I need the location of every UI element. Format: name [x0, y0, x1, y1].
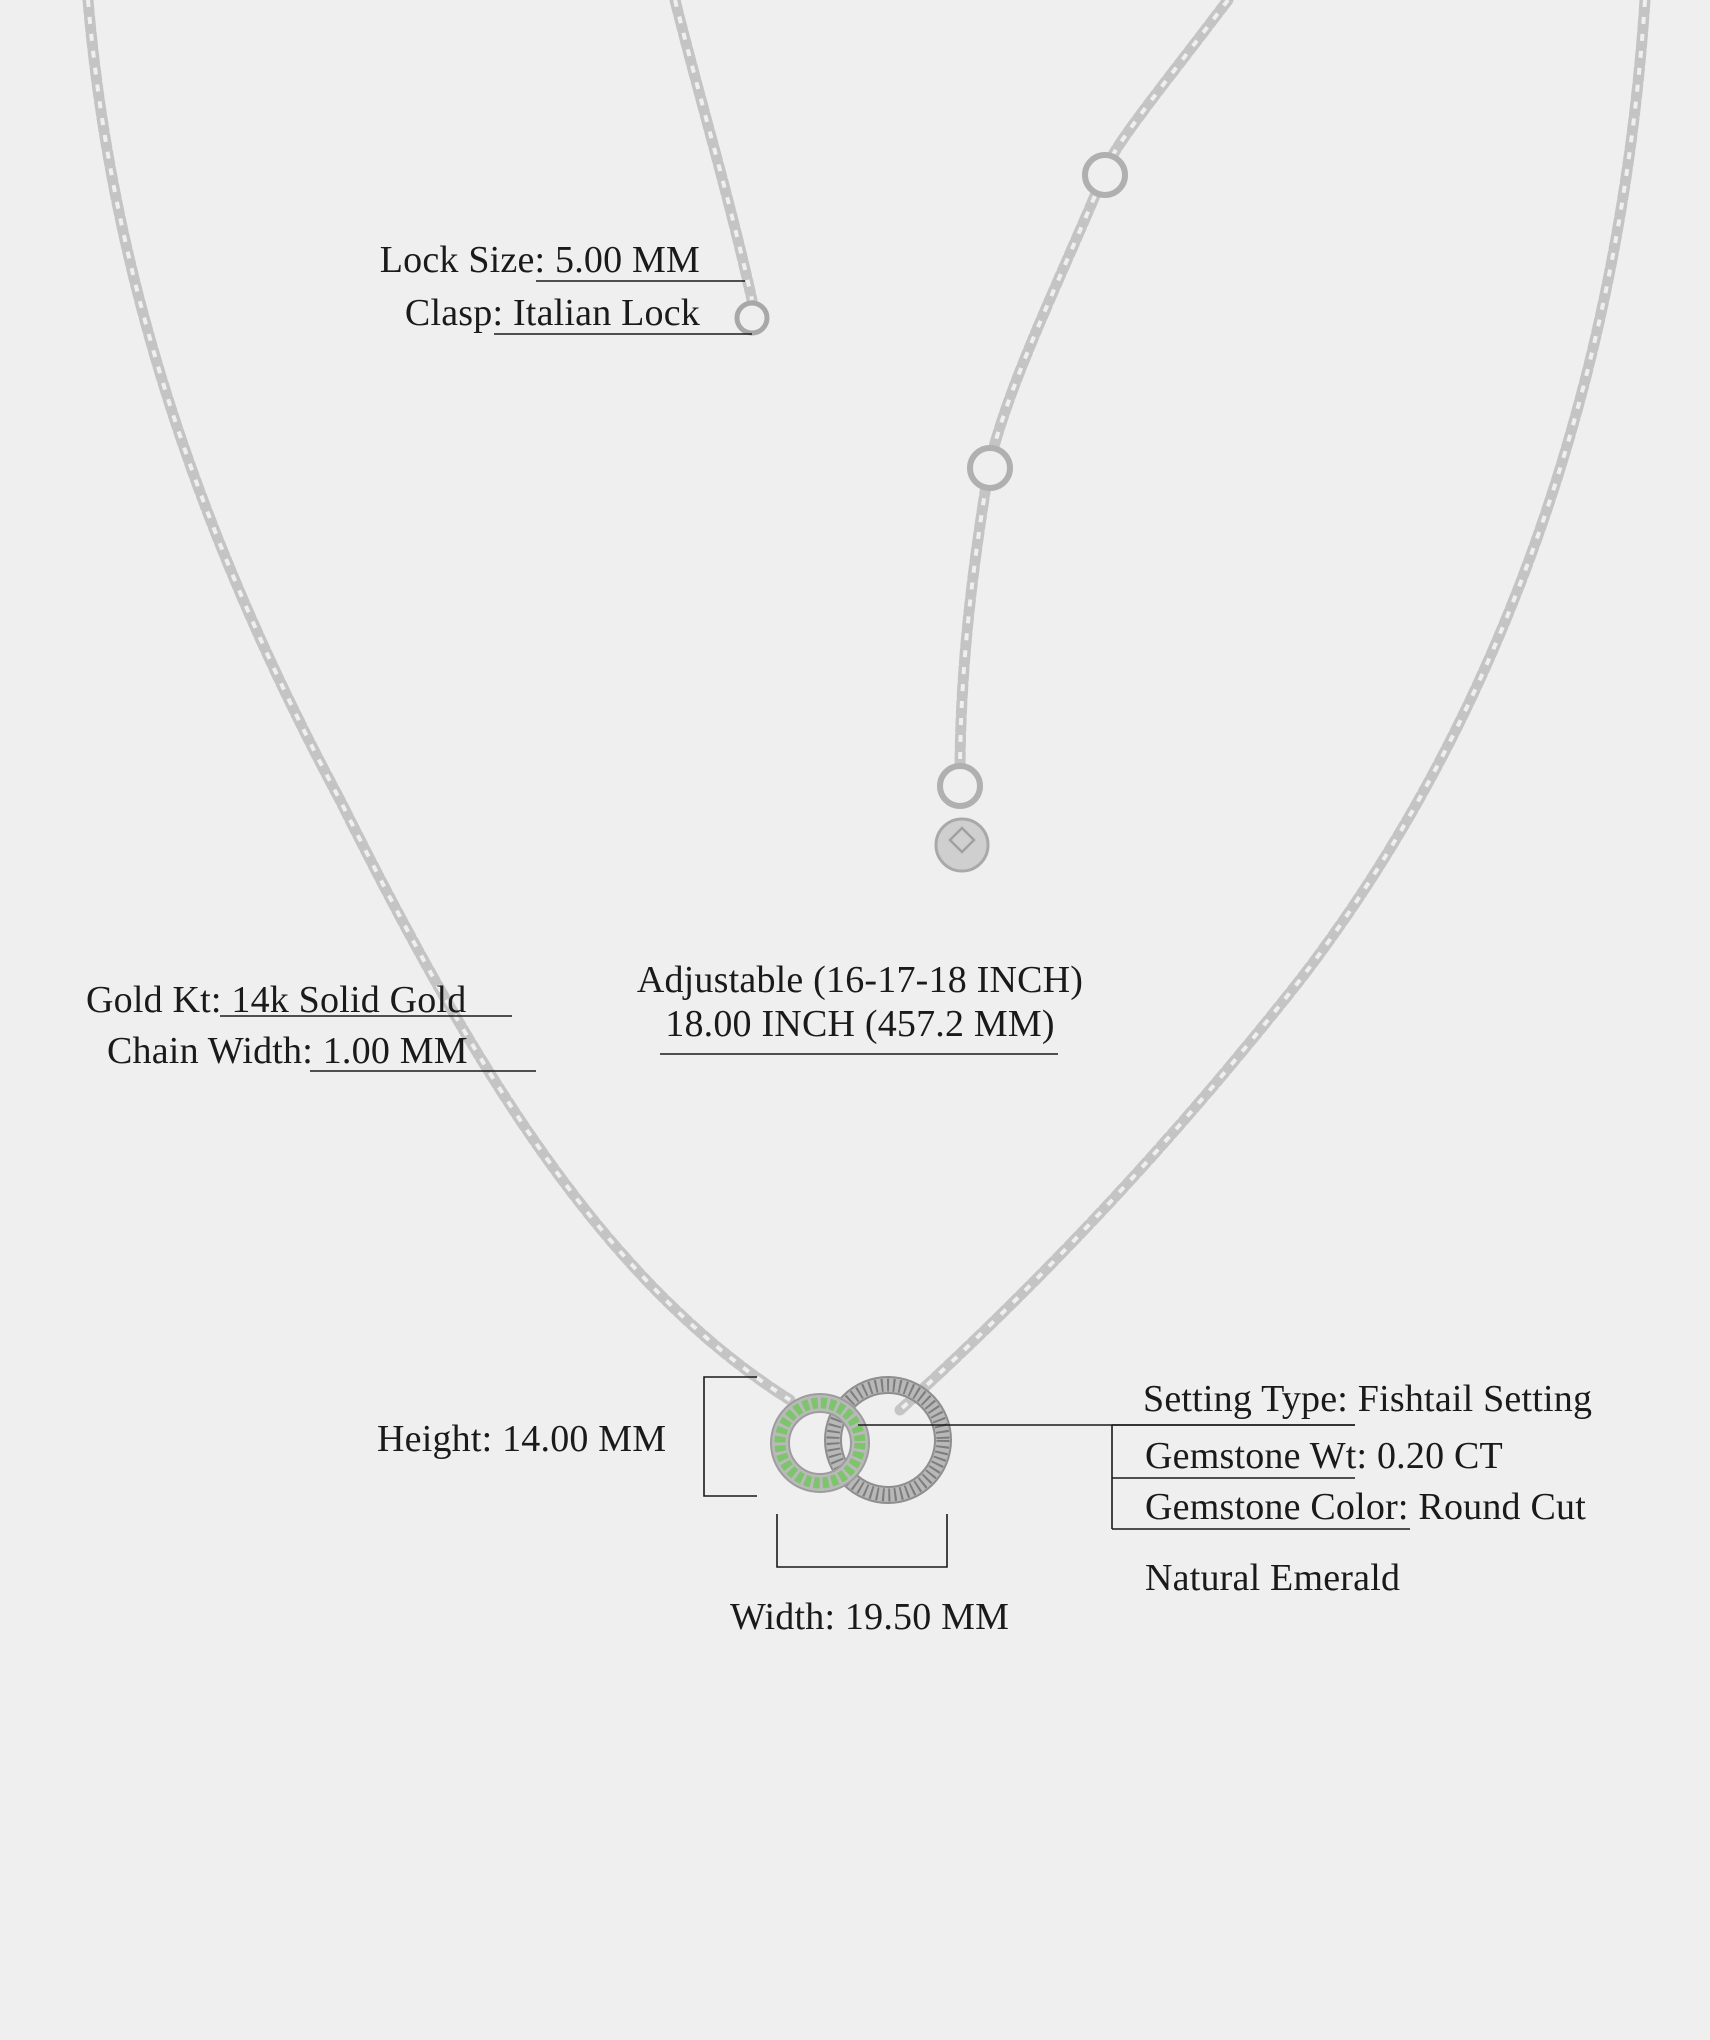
setting-type-label: Setting Type: [1143, 1378, 1349, 1420]
lock-size-label: Lock Size: [379, 239, 546, 281]
gemstone-wt-spec [1145, 1434, 1503, 1478]
width-value: 19.50 MM [844, 1596, 1010, 1638]
chain-left [88, 0, 790, 1400]
height-value: 14.00 MM [502, 1418, 667, 1460]
length-adjustable: Adjustable (16-17-18 INCH) [636, 959, 1084, 1001]
height-spec [377, 1417, 666, 1461]
chain-right [900, 0, 1645, 1410]
clasp-spec [405, 291, 700, 335]
gemstone-color-spec [1145, 1485, 1586, 1529]
gemstone-color-label: Gemstone Color: [1145, 1486, 1409, 1528]
chain-width-spec [107, 1029, 468, 1073]
gold-kt-label: Gold Kt: [86, 979, 222, 1021]
extender-ring-top [1085, 155, 1125, 195]
gold-kt-value: 14k Solid Gold [231, 979, 467, 1021]
width-label: Width: [730, 1596, 836, 1638]
chain-width-value: 1.00 MM [322, 1030, 468, 1072]
setting-type-spec [1143, 1377, 1592, 1421]
gemstone-color-value: Round Cut [1418, 1486, 1586, 1528]
chain-width-label: Chain Width: [107, 1030, 314, 1072]
extender-ring-bottom [940, 766, 980, 806]
lock-size-spec [380, 238, 700, 282]
gold-kt-spec [86, 978, 466, 1022]
lock-size-value: 5.00 MM [555, 239, 700, 281]
width-spec [730, 1595, 1009, 1639]
gemstone-color-value-line2: Natural Emerald [1145, 1557, 1401, 1599]
gemstone-wt-label: Gemstone Wt: [1145, 1435, 1368, 1477]
gemstone-wt-value: 0.20 CT [1376, 1435, 1503, 1477]
height-label: Height: [377, 1418, 493, 1460]
clasp-label: Clasp: [404, 292, 504, 334]
clasp-value: Italian Lock [512, 292, 700, 334]
length-value: 18.00 INCH (457.2 MM) [665, 1003, 1055, 1045]
italian-lock-clasp [737, 303, 767, 333]
extender-ring-middle [970, 448, 1010, 488]
setting-type-value: Fishtail Setting [1357, 1378, 1593, 1420]
length-spec [600, 958, 1120, 1046]
chain-extender [960, 0, 1228, 775]
